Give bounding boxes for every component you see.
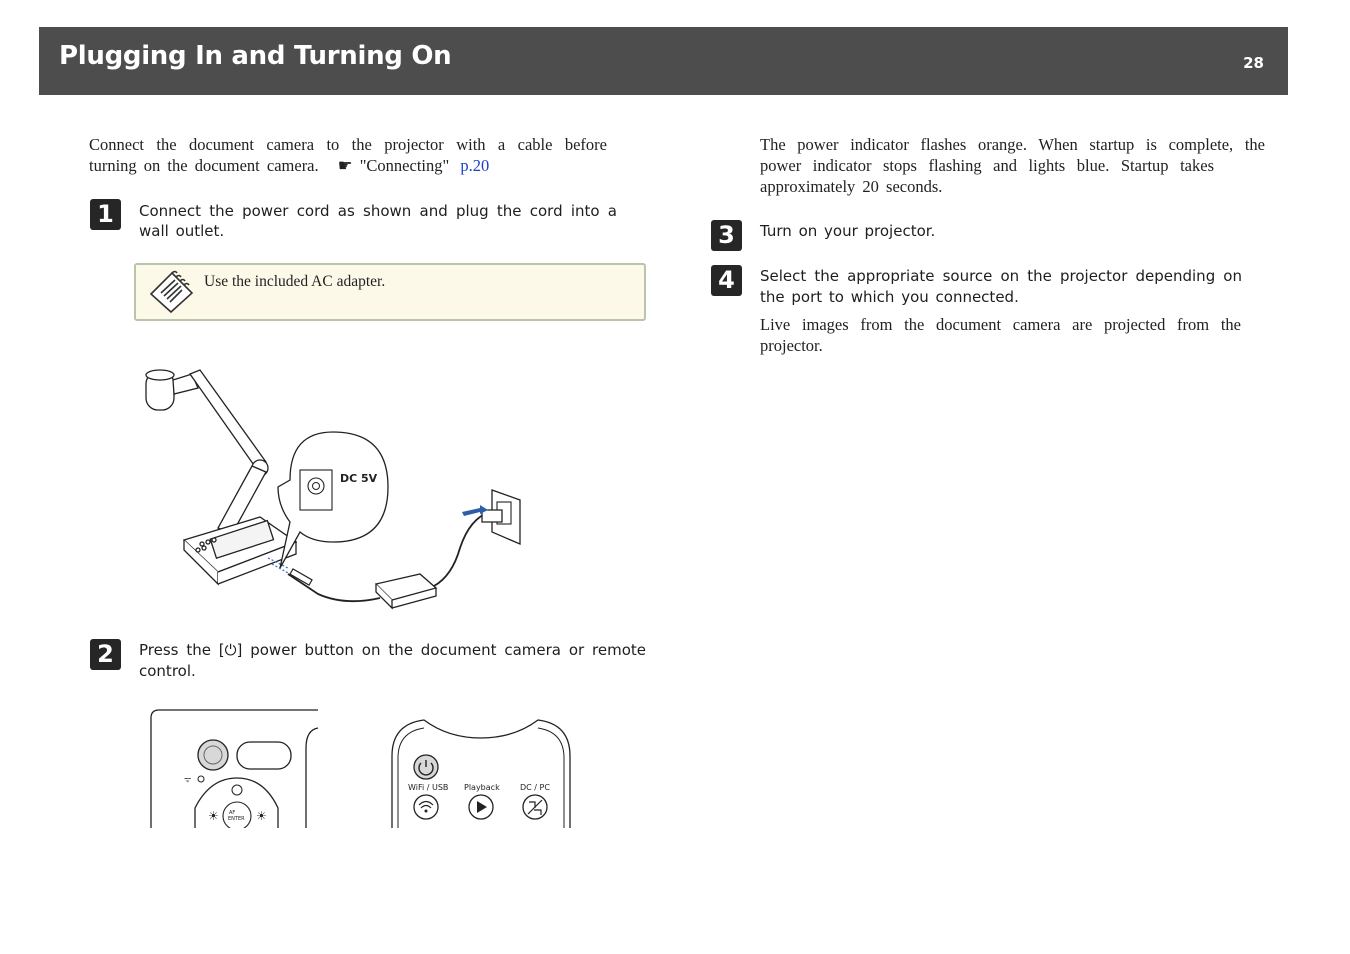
step-2-badge: 2 bbox=[90, 639, 121, 670]
startup-para-line-3: approximately 20 seconds. bbox=[760, 177, 943, 196]
remote-playback-label: Playback bbox=[464, 783, 500, 792]
step-4-detail-line-1: Live images from the document camera are projected from the bbox=[760, 315, 1241, 334]
startup-para-line-2: power indicator stops flashing and lights blue. Startup takes bbox=[760, 156, 1214, 175]
step-1-line-1: Connect the power cord as shown and plug the cord into a bbox=[139, 202, 617, 220]
page-header bbox=[39, 27, 1288, 95]
page-number: 28 bbox=[1243, 54, 1264, 72]
wifi-icon bbox=[414, 795, 438, 819]
intro-line-2-wrap bbox=[89, 155, 609, 176]
step-1-badge: 1 bbox=[90, 199, 121, 230]
step-2-line-2: control. bbox=[139, 662, 196, 680]
remote-dc-pc-label: DC / PC bbox=[520, 783, 550, 792]
step-4-badge: 4 bbox=[711, 265, 742, 296]
step-4-detail-line-2: projector. bbox=[760, 336, 823, 355]
note-box bbox=[134, 263, 646, 321]
step-4-line-1: Select the appropriate source on the projector depending on bbox=[760, 267, 1242, 285]
dc-5v-label: DC 5V bbox=[340, 472, 378, 485]
enter-label: ENTER bbox=[228, 816, 245, 822]
page-title: Plugging In and Turning On bbox=[59, 41, 452, 71]
svg-text:ᯤ: ᯤ bbox=[184, 775, 192, 784]
notepad-icon bbox=[148, 268, 196, 314]
svg-text:☀: ☀ bbox=[208, 809, 219, 823]
remote-wifi-usb-label: WiFi / USB bbox=[408, 783, 449, 792]
step-1-line-2: wall outlet. bbox=[139, 222, 225, 240]
note-text: Use the included AC adapter. bbox=[204, 273, 386, 290]
intro-line-1: Connect the document camera to the projector with a cable before bbox=[89, 135, 607, 154]
remote-control-illustration bbox=[388, 716, 574, 828]
step-2-line-1: Press the [⏻] power button on the document camera or remote bbox=[139, 641, 646, 659]
panel-power-button bbox=[198, 740, 228, 770]
reference-hand-icon: ☛ bbox=[337, 156, 353, 175]
step-3-text: Turn on your projector. bbox=[760, 222, 936, 240]
reference-text: "Connecting" bbox=[359, 156, 450, 175]
af-label: AF bbox=[229, 810, 236, 816]
reference-link[interactable]: p.20 bbox=[460, 156, 490, 175]
document-camera-connection-illustration bbox=[140, 362, 530, 612]
camera-control-panel-illustration bbox=[150, 708, 322, 828]
svg-text:☀: ☀ bbox=[256, 809, 267, 823]
startup-para-line-1: The power indicator flashes orange. When startup is complete, the bbox=[760, 135, 1265, 154]
intro-line-2: turning on the document camera. bbox=[89, 156, 319, 175]
step-3-badge: 3 bbox=[711, 220, 742, 251]
step-4-line-2: the port to which you connected. bbox=[760, 288, 1019, 306]
